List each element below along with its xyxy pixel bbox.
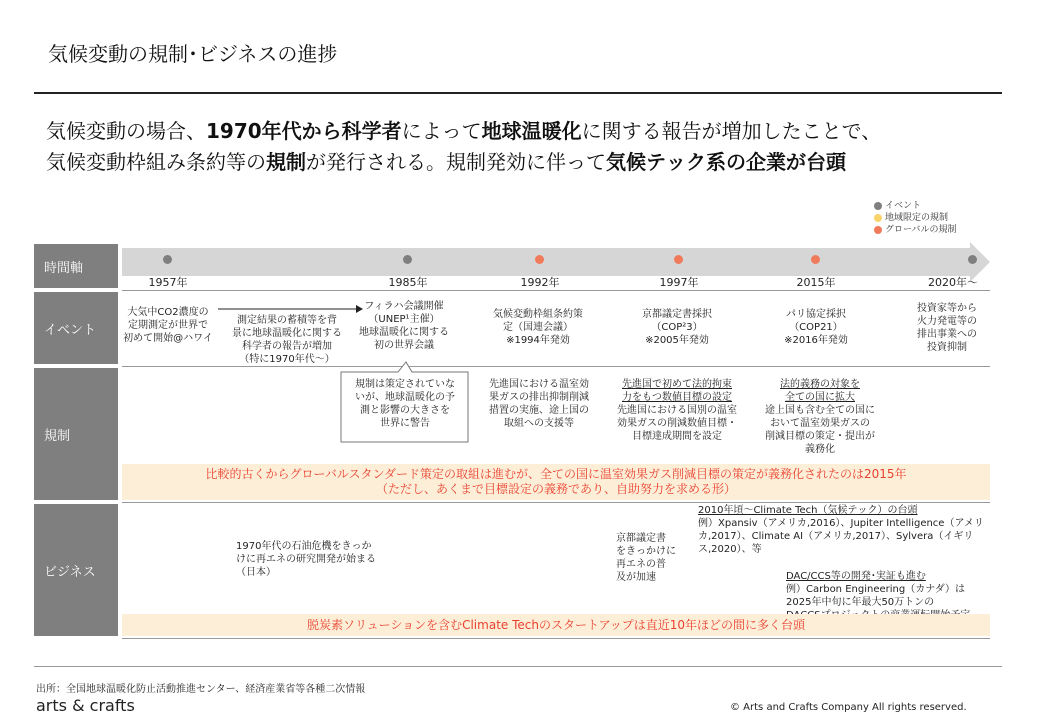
timeline-year: 1957年 (148, 276, 188, 289)
timeline-year: 2020年～ (928, 276, 978, 289)
event-line: （COP²3） (651, 322, 703, 333)
regulation-line: 果ガスの排出抑制削減 (489, 392, 589, 403)
business-line: 例）Xpansiv（アメリカ,2016）、Jupiter Intelligence（アメリ (698, 518, 984, 529)
footer-divider (34, 666, 1002, 667)
brand-logo: arts & crafts (36, 696, 135, 715)
source-note: 出所：全国地球温暖化防止活動推進センター、経済産業省等各種二次情報 (36, 684, 366, 695)
lead-fragment: に関する報告が増加したことで、 (581, 119, 882, 143)
timeline-dot (535, 255, 544, 264)
business-summary-band: 脱炭素ソリューションを含むClimate Techのスタートアップは直近10年ほどの間に多く台頭 (122, 614, 990, 636)
event-line: 地球温暖化に関する (359, 327, 449, 338)
business-line: カ,2017）、Climate AI（アメリカ,2017）、Sylvera（イギリ (698, 531, 974, 542)
row-divider (122, 638, 990, 639)
event-line: 投資抑制 (927, 342, 967, 353)
title-divider (34, 92, 1002, 94)
progress-arrow-icon (218, 304, 364, 314)
page-title: 気候変動の規制･ビジネスの進捗 (48, 42, 338, 66)
callout-line: 世界に警告 (380, 418, 430, 429)
event-line: 科学者の報告が増加 (242, 341, 332, 352)
regulation-1992 (480, 378, 598, 430)
regulation-line: 削減目標の策定・提出が (765, 431, 875, 442)
business-line: 及が加速 (616, 572, 656, 583)
business-line: けに再エネの研究開発が始まる (236, 554, 376, 565)
event-line: パリ協定採択 (786, 309, 846, 320)
business-heading: 2010年頃～Climate Tech（気候テック）の台頭 (698, 505, 918, 516)
row-divider (122, 366, 990, 367)
legend-item-global (874, 224, 957, 236)
band-line: （ただし、あくまで目標設定の義務であり、自助努力を求める形） (375, 482, 736, 496)
event-line: （COP21） (789, 322, 843, 333)
regulation-heading: 先進国で初めて法的拘束 (622, 379, 732, 390)
event-line: （特に1970年代～） (239, 354, 335, 365)
business-line: 1970年代の石油危機をきっか (236, 541, 372, 552)
regional-dot-icon (874, 214, 882, 222)
regulation-heading: 法的義務の対象を (780, 379, 860, 390)
timeline-dot (811, 255, 820, 264)
regulation-1997 (608, 378, 746, 443)
event-line: 大気中CO2濃度の (127, 307, 209, 318)
regulation-line: 義務化 (805, 444, 835, 455)
band-line: 比較的古くからグローバルスタンダード策定の取組は進むが、全ての国に温室効果ガス削減目標の策定が義務化されたのは2015年 (205, 467, 907, 481)
row-divider (122, 502, 990, 503)
event-line: 京都議定書採択 (642, 309, 712, 320)
event-line: （UNEP¹主催） (368, 314, 440, 325)
business-2010 (698, 504, 994, 556)
row-label-business: ビジネス (34, 504, 118, 636)
timeline-year: 1992年 (520, 276, 560, 289)
row-label-timeline: 時間軸 (34, 244, 118, 288)
event-line: 定期測定が世界で (128, 320, 208, 331)
callout-text (344, 378, 466, 430)
lead-fragment: 気候変動の場合、 (46, 119, 206, 143)
regulation-line: おいて温室効果ガスの (770, 418, 870, 429)
timeline-dot (163, 255, 172, 264)
regulation-line: 途上国も含む全ての国に (765, 405, 875, 416)
timeline-dot (403, 255, 412, 264)
business-1997 (616, 532, 692, 584)
event-1985 (348, 300, 460, 352)
event-line: ※2005年発効 (645, 335, 709, 346)
event-line: ※1994年発効 (506, 335, 570, 346)
lead-fragment-bold: 気候テック系の企業が台頭 (606, 150, 846, 174)
lead-fragment-bold: 地球温暖化 (481, 119, 582, 143)
event-1970s-reports (222, 314, 352, 366)
callout-line: いが、地球温暖化の予 (355, 392, 455, 403)
event-line: 測定結果の蓄積等を背 (237, 315, 337, 326)
legend-label: 地域限定の規制 (885, 213, 949, 223)
timeline-year: 1985年 (388, 276, 428, 289)
regulation-line: 先進国における温室効 (489, 379, 589, 390)
global-dot-icon (874, 226, 882, 234)
lead-fragment: によって (401, 119, 482, 143)
copyright: © Arts and Crafts Company All rights reserved. (730, 702, 967, 713)
business-line: （日本） (236, 567, 276, 578)
regulation-2015 (752, 378, 888, 456)
lead-fragment-bold: 1970年代から科学者 (206, 119, 402, 143)
regulation-heading: 力をもつ数値目標の設定 (622, 392, 732, 403)
event-line: フィラハ会議開催 (364, 301, 444, 312)
legend-item-event (874, 200, 957, 212)
business-heading: DAC/CCS等の開発･実証も進む (786, 571, 926, 582)
event-line: 投資家等から (917, 303, 977, 314)
regulation-line: 取組への支援等 (504, 418, 574, 429)
callout-line: 測と影響の大きさを (360, 405, 450, 416)
legend (874, 200, 957, 236)
regulation-line: 先進国における国別の温室 (617, 405, 737, 416)
lead-fragment-bold: 規制 (266, 150, 306, 174)
business-line: をきっかけに (616, 546, 676, 557)
regulation-line: 効果ガスの削減数値目標・ (617, 418, 737, 429)
event-1957 (116, 306, 220, 345)
event-line: 排出事業への (917, 329, 977, 340)
row-label-regulation: 規制 (34, 368, 118, 500)
timeline-year: 2015年 (796, 276, 836, 289)
timeline-dot (674, 255, 683, 264)
business-line: 2025年中旬に年最大50万トンの (786, 597, 935, 608)
business-line: 京都議定書 (616, 533, 666, 544)
regulation-line: 目標達成期間を設定 (632, 431, 722, 442)
legend-label: イベント (885, 201, 922, 211)
callout-line: 規制は策定されていな (355, 379, 455, 390)
event-2015 (760, 308, 872, 347)
event-line: 火力発電等の (917, 316, 977, 327)
business-line: 再エネの普 (616, 559, 666, 570)
regulation-summary-band (122, 464, 990, 500)
row-divider (122, 290, 990, 291)
event-line: 初の世界会議 (374, 340, 434, 351)
lead-line-2 (46, 147, 881, 178)
event-line: 景に地球温暖化に関する (232, 328, 342, 339)
business-1970s (236, 540, 400, 579)
lead-line-1 (46, 116, 881, 147)
regulation-heading: 全ての国に拡大 (785, 392, 855, 403)
regulation-line: 措置の実施、途上国の (489, 405, 589, 416)
lead-fragment: 気候変動枠組み条約等の (46, 150, 266, 174)
row-label-event: イベント (34, 292, 118, 364)
event-line: 定（国連会議） (503, 322, 573, 333)
event-1992 (482, 308, 594, 347)
timeline-dot (968, 255, 977, 264)
business-line: ス,2020）、等 (698, 544, 762, 555)
business-line: 例）Carbon Engineering（カナダ）は (786, 584, 966, 595)
legend-label: グローバルの規制 (885, 225, 957, 235)
event-line: 気候変動枠組条約策 (493, 309, 583, 320)
lead-fragment: が発行される。規制発効に伴って (306, 150, 606, 174)
event-dot-icon (874, 202, 882, 210)
timeline-year: 1997年 (659, 276, 699, 289)
event-1997 (620, 308, 734, 347)
lead-text (46, 116, 881, 178)
timeline-bar (122, 248, 970, 276)
event-line: 初めて開始@ハワイ (123, 333, 213, 344)
event-2020 (900, 302, 994, 354)
event-line: ※2016年発効 (784, 335, 848, 346)
legend-item-regional (874, 212, 957, 224)
